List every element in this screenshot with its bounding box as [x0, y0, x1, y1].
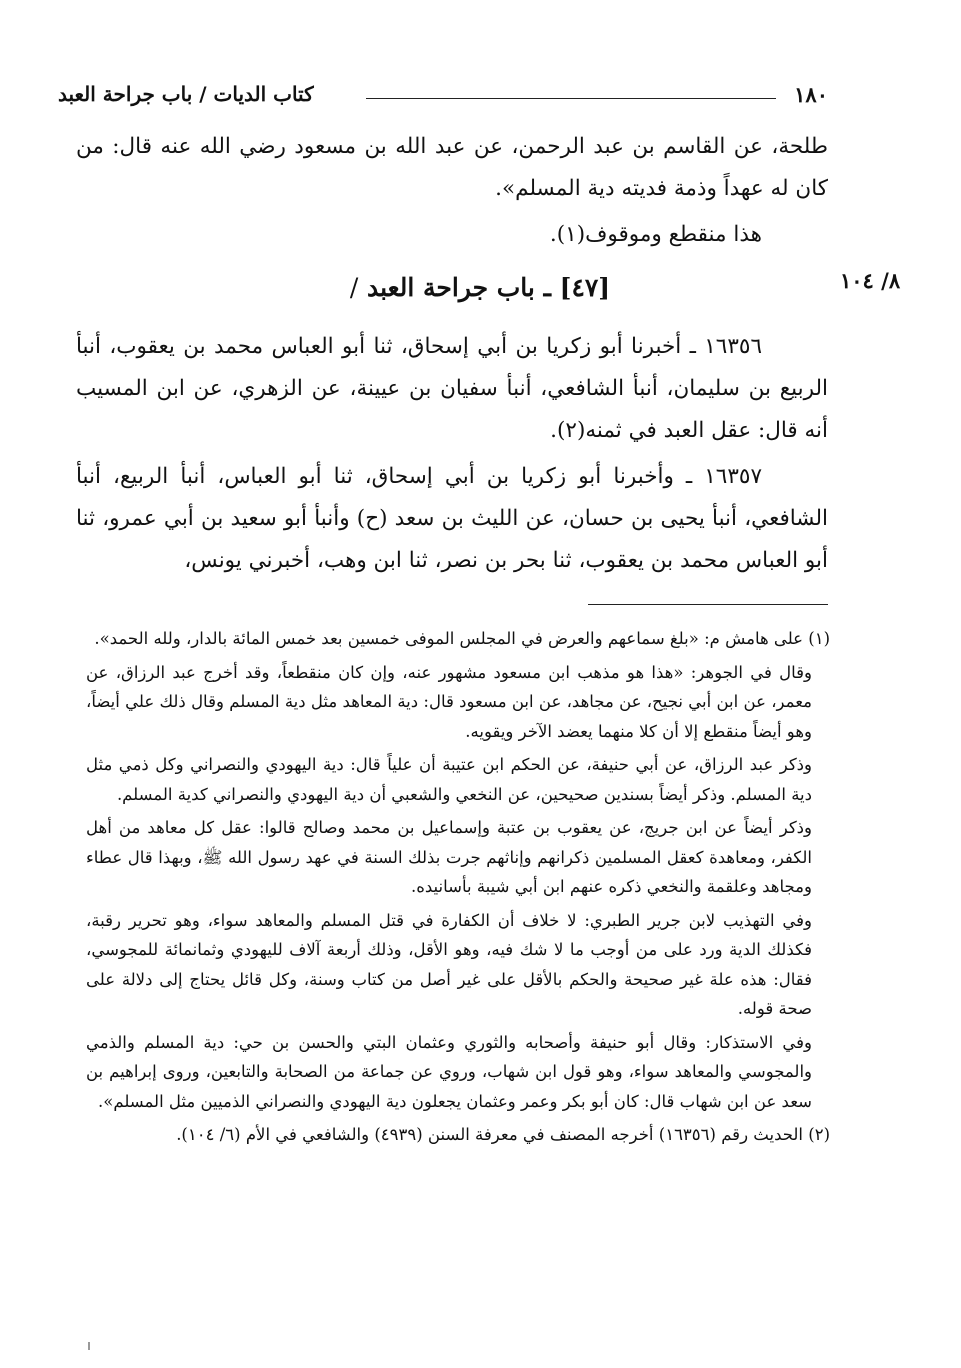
intro-line-1: طلحة، عن القاسم بن عبد الرحمن، عن عبد الله بن مسعود رضي الله عنه قال: من كان له عهداً وذمة فديته دية المسلم». [76, 134, 828, 201]
running-header [58, 82, 828, 112]
margin-reference: ٨/ ١٠٤ [840, 268, 901, 293]
intro-line-2: هذا منقطع وموقوف(١). [549, 222, 762, 247]
page-break-slash: / [349, 273, 359, 302]
footnote-1-paragraph: وفي التهذيب لابن جرير الطبري: لا خلاف أن الكفارة في قتل المسلم والمعاهد سواء، وهو تحرير رقبة، فكذلك الدية ورد على من أوجب ما لا شك فيه، وهو الأقل، وذلك أربعة آلاف لليهودي وثمانمائة للمجوسي، فقال: هذه علة غير صحيحة والحكم بالأقل على غير أصل من كتاب وسنة، وكل قائل يحتاج إلى دلالة على صحة قوله. [86, 910, 812, 1018]
footnote-1-paragraph: وقال في الجوهر: «هذا هو مذهب ابن مسعود مشهور عنه، وإن كان منقطعاً، وقد أخرج عبد الرزاق، عن معمر، عن ابن أبي نجيح، عن مجاهد، عن ابن مسعود قال: دية المعاهد مثل دية المسلم وقال ذلك علي أيضاً، وهو أيضاً منقطع إلا أن كلا منهما يعضد الآخر ويقويه. [86, 662, 812, 741]
footnote-rule [588, 604, 828, 605]
hadith-16356 [76, 326, 828, 452]
running-title: كتاب الديات / باب جراحة العبد [58, 82, 314, 106]
chapter-heading [220, 273, 740, 302]
hadith-text: ١٦٣٥٦ ـ أخبرنا أبو زكريا بن أبي إسحاق، ثنا أبو العباس محمد بن يعقوب، أنبأ الربيع بن سليمان، أنبأ الشافعي، أنبأ سفيان بن عيينة، عن الزهري، عن ابن المسيب أنه قال: عقل العبد في ثمنه(٢). [76, 334, 828, 443]
footnote-1-paragraph: وفي الاستذكار: وقال أبو حنيفة وأصحابه والثوري وعثمان البتي والحسن بن حي: دية المسلم والذمي والمجوسي والمعاهد سواء، وهو قول ابن شهاب، وروي عن جماعة من الصحابة والتابعين، وروى إبراهيم بن سعد عن ابن شهاب قال: كان أبو بكر وعمر وعثمان يجعلون دية اليهودي والنصراني الذميين مثل المسلم». [86, 1032, 812, 1111]
hadith-text: ١٦٣٥٧ ـ وأخبرنا أبو زكريا بن أبي إسحاق، ثنا أبو العباس، أنبأ الربيع، أنبأ الشافعي، أنبأ يحيى بن حسان، عن الليث بن سعد (ح) وأنبأ أبو سعيد بن أبي عمرو، ثنا أبو العباس محمد بن يعقوب، ثنا بحر بن نصر، ثنا ابن وهب، أخبرني يونس، [76, 464, 828, 573]
scan-mark [88, 1342, 90, 1350]
footnote-1-paragraph: وذكر أيضاً عن ابن جريج، عن يعقوب بن عتبة وإسماعيل بن محمد وصالح قالوا: عقل كل معاهد من أهل الكفر، ومعاهدة كعقل المسلمين ذكرانهم وإناثهم جرت بذلك السنة في عهد رسول الله ﷺ، وبهذا قال عطاء ومجاهد وعلقمة والنخعي ذكره عنهم ابن أبي شيبة بأسانيده. [86, 818, 812, 896]
hadith-16357 [76, 456, 828, 582]
footnote-1-paragraph: وذكر عبد الرزاق، عن أبي حنيفة، عن الحكم ابن عتيبة أن علياً قال: دية اليهودي والنصراني وكل ذمي مثل دية المسلم. وذكر أيضاً بسندين صحيحين، عن النخعي والشعبي أن دية اليهودي والنصراني كدية المسلم. [86, 755, 812, 804]
footnotes [86, 624, 830, 1150]
page-number: ١٨٠ [794, 82, 828, 107]
intro-text [76, 126, 828, 256]
chapter-title: [٤٧] ـ باب جراحة العبد [367, 273, 611, 302]
header-rule [366, 98, 776, 99]
footnote-2: (٢) الحديث رقم (١٦٣٥٦) أخرجه المصنف في معرفة السنن (٤٩٣٩) والشافعي في الأم (٦/ ١٠٤). [176, 1125, 830, 1144]
footnote-1: (١) على هامش م: «بلغ سماعهم والعرض في المجلس الموفى خمسين بعد خمس المائة بالدار، ولله الحمد». [94, 629, 830, 648]
